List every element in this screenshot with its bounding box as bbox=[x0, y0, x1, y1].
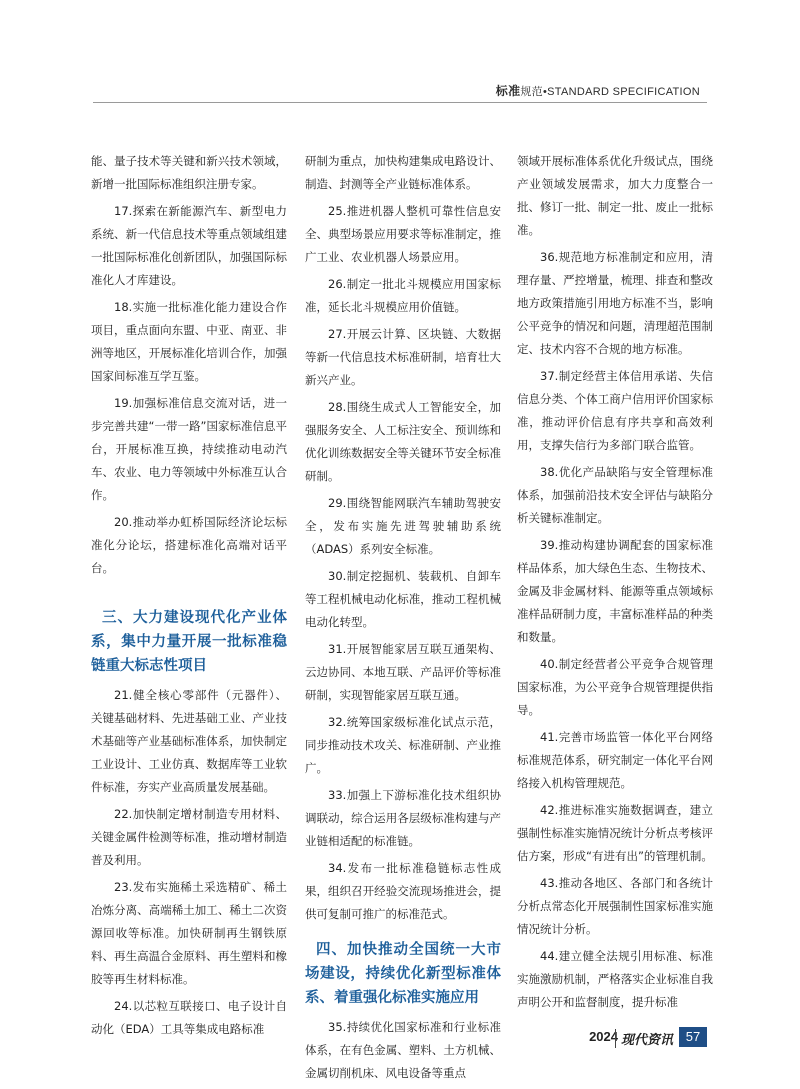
paragraph: 23.发布实施稀土采选精矿、稀土冶炼分离、高端稀土加工、稀土二次资源回收等标准。加快研制再生钢铁原料、再生高温合金原料、再生塑料和橡胶等再生材料标准。 bbox=[91, 880, 287, 986]
paragraph: 33.加强上下游标准化技术组织协调联动，综合运用各层级标准构建与产业链相适配的标准链。 bbox=[305, 788, 501, 848]
paragraph: 30.制定挖掘机、装载机、自卸车等工程机械电动化标准，推动工程机械电动化转型。 bbox=[305, 569, 501, 629]
paragraph: 36.规范地方标准制定和应用，清理存量、严控增量，梳理、排查和整改地方政策措施引用地方标准不当，影响公平竞争的情况和问题，清理超范围制定、技术内容不合规的地方标准。 bbox=[517, 250, 713, 356]
paragraph: 26.制定一批北斗规模应用国家标准，延长北斗规模应用价值链。 bbox=[305, 277, 501, 314]
paragraph: 21.健全核心零部件（元器件）、关键基础材料、先进基础工业、产业技术基础等产业基础标准体系，加快制定工业设计、工业仿真、数据库等工业软件标准，夯实产业高质量发展基础。 bbox=[91, 688, 287, 794]
text-column-2 bbox=[305, 150, 501, 1089]
paragraph: 34.发布一批标准稳链标志性成果，组织召开经验交流现场推进会，提供可复制可推广的标准范式。 bbox=[305, 861, 501, 921]
paragraph: 41.完善市场监管一体化平台网络标准规范体系，研究制定一体化平台网络接入机构管理规范。 bbox=[517, 730, 713, 790]
page-footer bbox=[0, 1028, 800, 1048]
section-heading-4: 四、加快推动全国统一大市场建设，持续优化新型标准体系、着重强化标准实施应用 bbox=[305, 942, 501, 1006]
paragraph: 22.加快制定增材制造专用材料、关键金属件检测等标准，推动增材制造普及利用。 bbox=[91, 807, 287, 867]
paragraph: 29.围绕智能网联汽车辅助驾驶安全，发布实施先进驾驶辅助系统（ADAS）系列安全标准。 bbox=[305, 496, 501, 556]
paragraph: 能、量子技术等关键和新兴技术领域，新增一批国际标准组织注册专家。 bbox=[91, 154, 287, 191]
page-number: 57 bbox=[679, 1027, 707, 1047]
paragraph: 44.建立健全法规引用标准、标准实施激励机制，严格落实企业标准自我声明公开和监督制度，提升标准 bbox=[517, 949, 713, 1009]
paragraph: 24.以芯粒互联接口、电子设计自动化（EDA）工具等集成电路标准 bbox=[91, 999, 287, 1036]
paragraph: 31.开展智能家居互联互通架构、云边协同、本地互联、产品评价等标准研制，实现智能家居互联互通。 bbox=[305, 642, 501, 702]
footer-magazine-title: 现代资讯 bbox=[615, 1029, 673, 1048]
paragraph: 17.探索在新能源汽车、新型电力系统、新一代信息技术等重点领域组建一批国际标准化创新团队，加强国际标准化人才库建设。 bbox=[91, 204, 287, 287]
paragraph: 25.推进机器人整机可靠性信息安全、典型场景应用要求等标准制定，推广工业、农业机器人场景应用。 bbox=[305, 204, 501, 264]
section-heading-3: 三、大力建设现代化产业体系，集中力量开展一批标准稳链重大标志性项目 bbox=[91, 610, 287, 674]
header-section-strong: 标准 bbox=[495, 84, 521, 98]
header-divider bbox=[93, 102, 707, 103]
paragraph: 39.推动构建协调配套的国家标准样品体系，加大绿色生态、生物技术、金属及非金属材料、能源等重点领域标准样品研制力度，丰富标准样品的种类和数量。 bbox=[517, 538, 713, 644]
paragraph: 40.制定经营者公平竞争合规管理国家标准，为公平竞争合规管理提供指导。 bbox=[517, 657, 713, 717]
paragraph: 19.加强标准信息交流对话，进一步完善共建“一带一路”国家标准信息平台，开展标准互换，持续推动电动汽车、农业、电力等领域中外标准互认合作。 bbox=[91, 396, 287, 502]
paragraph: 43.推动各地区、各部门和各统计分析点常态化开展强制性国家标准实施情况统计分析。 bbox=[517, 876, 713, 936]
text-column-1 bbox=[91, 150, 287, 1045]
paragraph: 37.制定经营主体信用承诺、失信信息分类、个体工商户信用评价国家标准，推动评价信息有序共享和高效利用，支撑失信行为多部门联合监管。 bbox=[517, 369, 713, 452]
paragraph: 20.推动举办虹桥国际经济论坛标准化分论坛，搭建标准化高端对话平台。 bbox=[91, 515, 287, 575]
paragraph: 27.开展云计算、区块链、大数据等新一代信息技术标准研制，培育壮大新兴产业。 bbox=[305, 327, 501, 387]
header-section-rest: 规范•STANDARD SPECIFICATION bbox=[520, 86, 700, 98]
paragraph: 42.推进标准实施数据调查，建立强制性标准实施情况统计分析点考核评估方案，形成“有进有出”的管理机制。 bbox=[517, 803, 713, 863]
paragraph: 32.统筹国家级标准化试点示范，同步推动技术攻关、标准研制、产业推广。 bbox=[305, 715, 501, 775]
paragraph: 研制为重点，加快构建集成电路设计、制造、封测等全产业链标准体系。 bbox=[305, 154, 501, 191]
paragraph: 38.优化产品缺陷与安全管理标准体系，加强前沿技术安全评估与缺陷分析关键标准制定。 bbox=[517, 465, 713, 525]
footer-year: 2024 bbox=[589, 1029, 618, 1044]
paragraph: 18.实施一批标准化能力建设合作项目，重点面向东盟、中亚、南亚、非洲等地区，开展标准化培训合作，加强国家间标准互学互鉴。 bbox=[91, 300, 287, 383]
paragraph: 35.持续优化国家标准和行业标准体系，在有色金属、塑料、土方机械、金属切削机床、风电设备等重点 bbox=[305, 1020, 501, 1080]
text-column-3 bbox=[517, 150, 713, 1018]
paragraph: 28.围绕生成式人工智能安全，加强服务安全、人工标注安全、预训练和优化训练数据安全等关键环节安全标准研制。 bbox=[305, 400, 501, 483]
running-header bbox=[496, 82, 700, 99]
paragraph: 领域开展标准体系优化升级试点，围绕产业领域发展需求，加大力度整合一批、修订一批、制定一批、废止一批标准。 bbox=[517, 154, 713, 237]
